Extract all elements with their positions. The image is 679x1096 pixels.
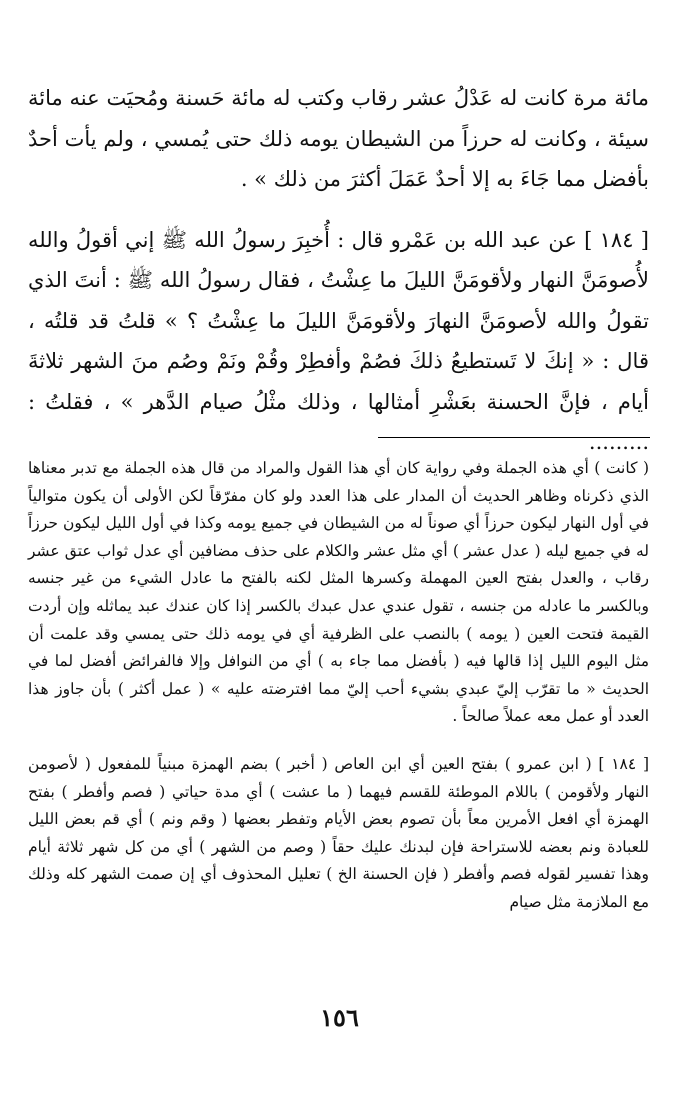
hadith-paragraph-continuation: مائة مرة كانت له عَدْلُ عشر رقاب وكتب له مائة حَسنة ومُحيَت عنه مائة سيئة ، وكانت له حرزاً من الشيطان يومه ذلك حتى يُمسي ، ولم يأت أحدٌ بأفضل مما جَاءَ به إلا أحدٌ عَمَلَ أكثرَ من ذلك » . [28,86,649,191]
hadith-paragraph-184: [ ١٨٤ ] عن عبد الله بن عَمْرو قال : أُخبِرَ رسولُ الله ﷺ إني أقولُ والله لأُصومَنَّ النهار ولأقومَنَّ الليلَ ما عِشْتُ ، فقال رسولُ الله ﷺ : أنتَ الذي تقولُ والله لأصومَنَّ النهارَ ولأقومَنَّ الليلَ ما عِشْتُ ؟ » قلتُ قد قلتُه ، قال : « إنكَ لا تَستطيعُ ذلكَ فصُمْ وأفطِرْ وقُمْ ونَمْ وصُم منَ الشهر ثلاثةَ أيام ، فإنَّ الحسنة بعَشْرِ أمثالها ، وذلك مثْلُ صيام الدَّهر » ، فقلتُ : ......... [28,227,649,454]
commentary-notes [28,455,649,917]
page-number: ١٥٦ [320,1003,359,1032]
main-text [28,78,649,463]
commentary-paragraph-1: ( كانت ) أي هذه الجملة وفي رواية كان أي هذا القول والمراد من قال هذه الجملة مع تدبر معناها الذي ذكرناه وظاهر الحديث أن المدار على هذا العدد ولو كان مفرّقاً لكن الأولى أن يكون متوالياً في أول النهار ليكون حرزاً أي صوناً له من الشيطان في جميع يومه وكذا في أول الليل ليكون حرزاً له في جميع ليله ( عدل عشر ) أي مثل عشر والكلام على حذف مضافين أي عدل ثواب عتق عشر رقاب ، والعدل بفتح العين المهملة وكسرها المثل لكنه بالفتح ما عادل الشيء من غير جنسه وبالكسر ما عادله من جنسه ، تقول عندي عدل عبدك بالكسر إذا كان عندك عبد يماثله وإن أردت القيمة فتحت العين ( يومه ) بالنصب على الظرفية أي في يومه ذلك حتى يمسي وقد علمت أن مثل اليوم الليل إذا قالها فيه ( بأفضل مما جاء به ) أي من النوافل وإلا فالفرائض أفضل لما في الحديث « ما تقرّب إليّ عبدي بشيء أحب إليّ مما افترضته عليه » ( عمل أكثر ) بأن جاوز هذا العدد أو عمل معه عملاً صالحاً . [28,459,649,726]
footnote-separator [378,437,650,438]
commentary-paragraph-2: [ ١٨٤ ] ( ابن عمرو ) بفتح العين أي ابن العاص ( أخبر ) بضم الهمزة مبنياً للمفعول ( لأصومن النهار ولأقومن ) باللام الموطئة للقسم فيهما ( ما عشت ) أي مدة حياتي ( فصم وأفطر ) بفتح الهمزة أي افعل الأمرين معاً بأن تصوم بعض الأيام وتفطر بعضها ( وقم ونم ) أي قم بعض الليل للعبادة ونم بعضه للاستراحة فإن لبدنك عليك حقاً ( وصم من الشهر ) أي من كل شهر ثلاثة أيام وهذا تفسير لقوله فصم وأفطر ( فإن الحسنة الخ ) تعليل المحذوف أي إن صمت الشهر كله وذلك مع الملازمة مثل صيام [28,754,649,911]
